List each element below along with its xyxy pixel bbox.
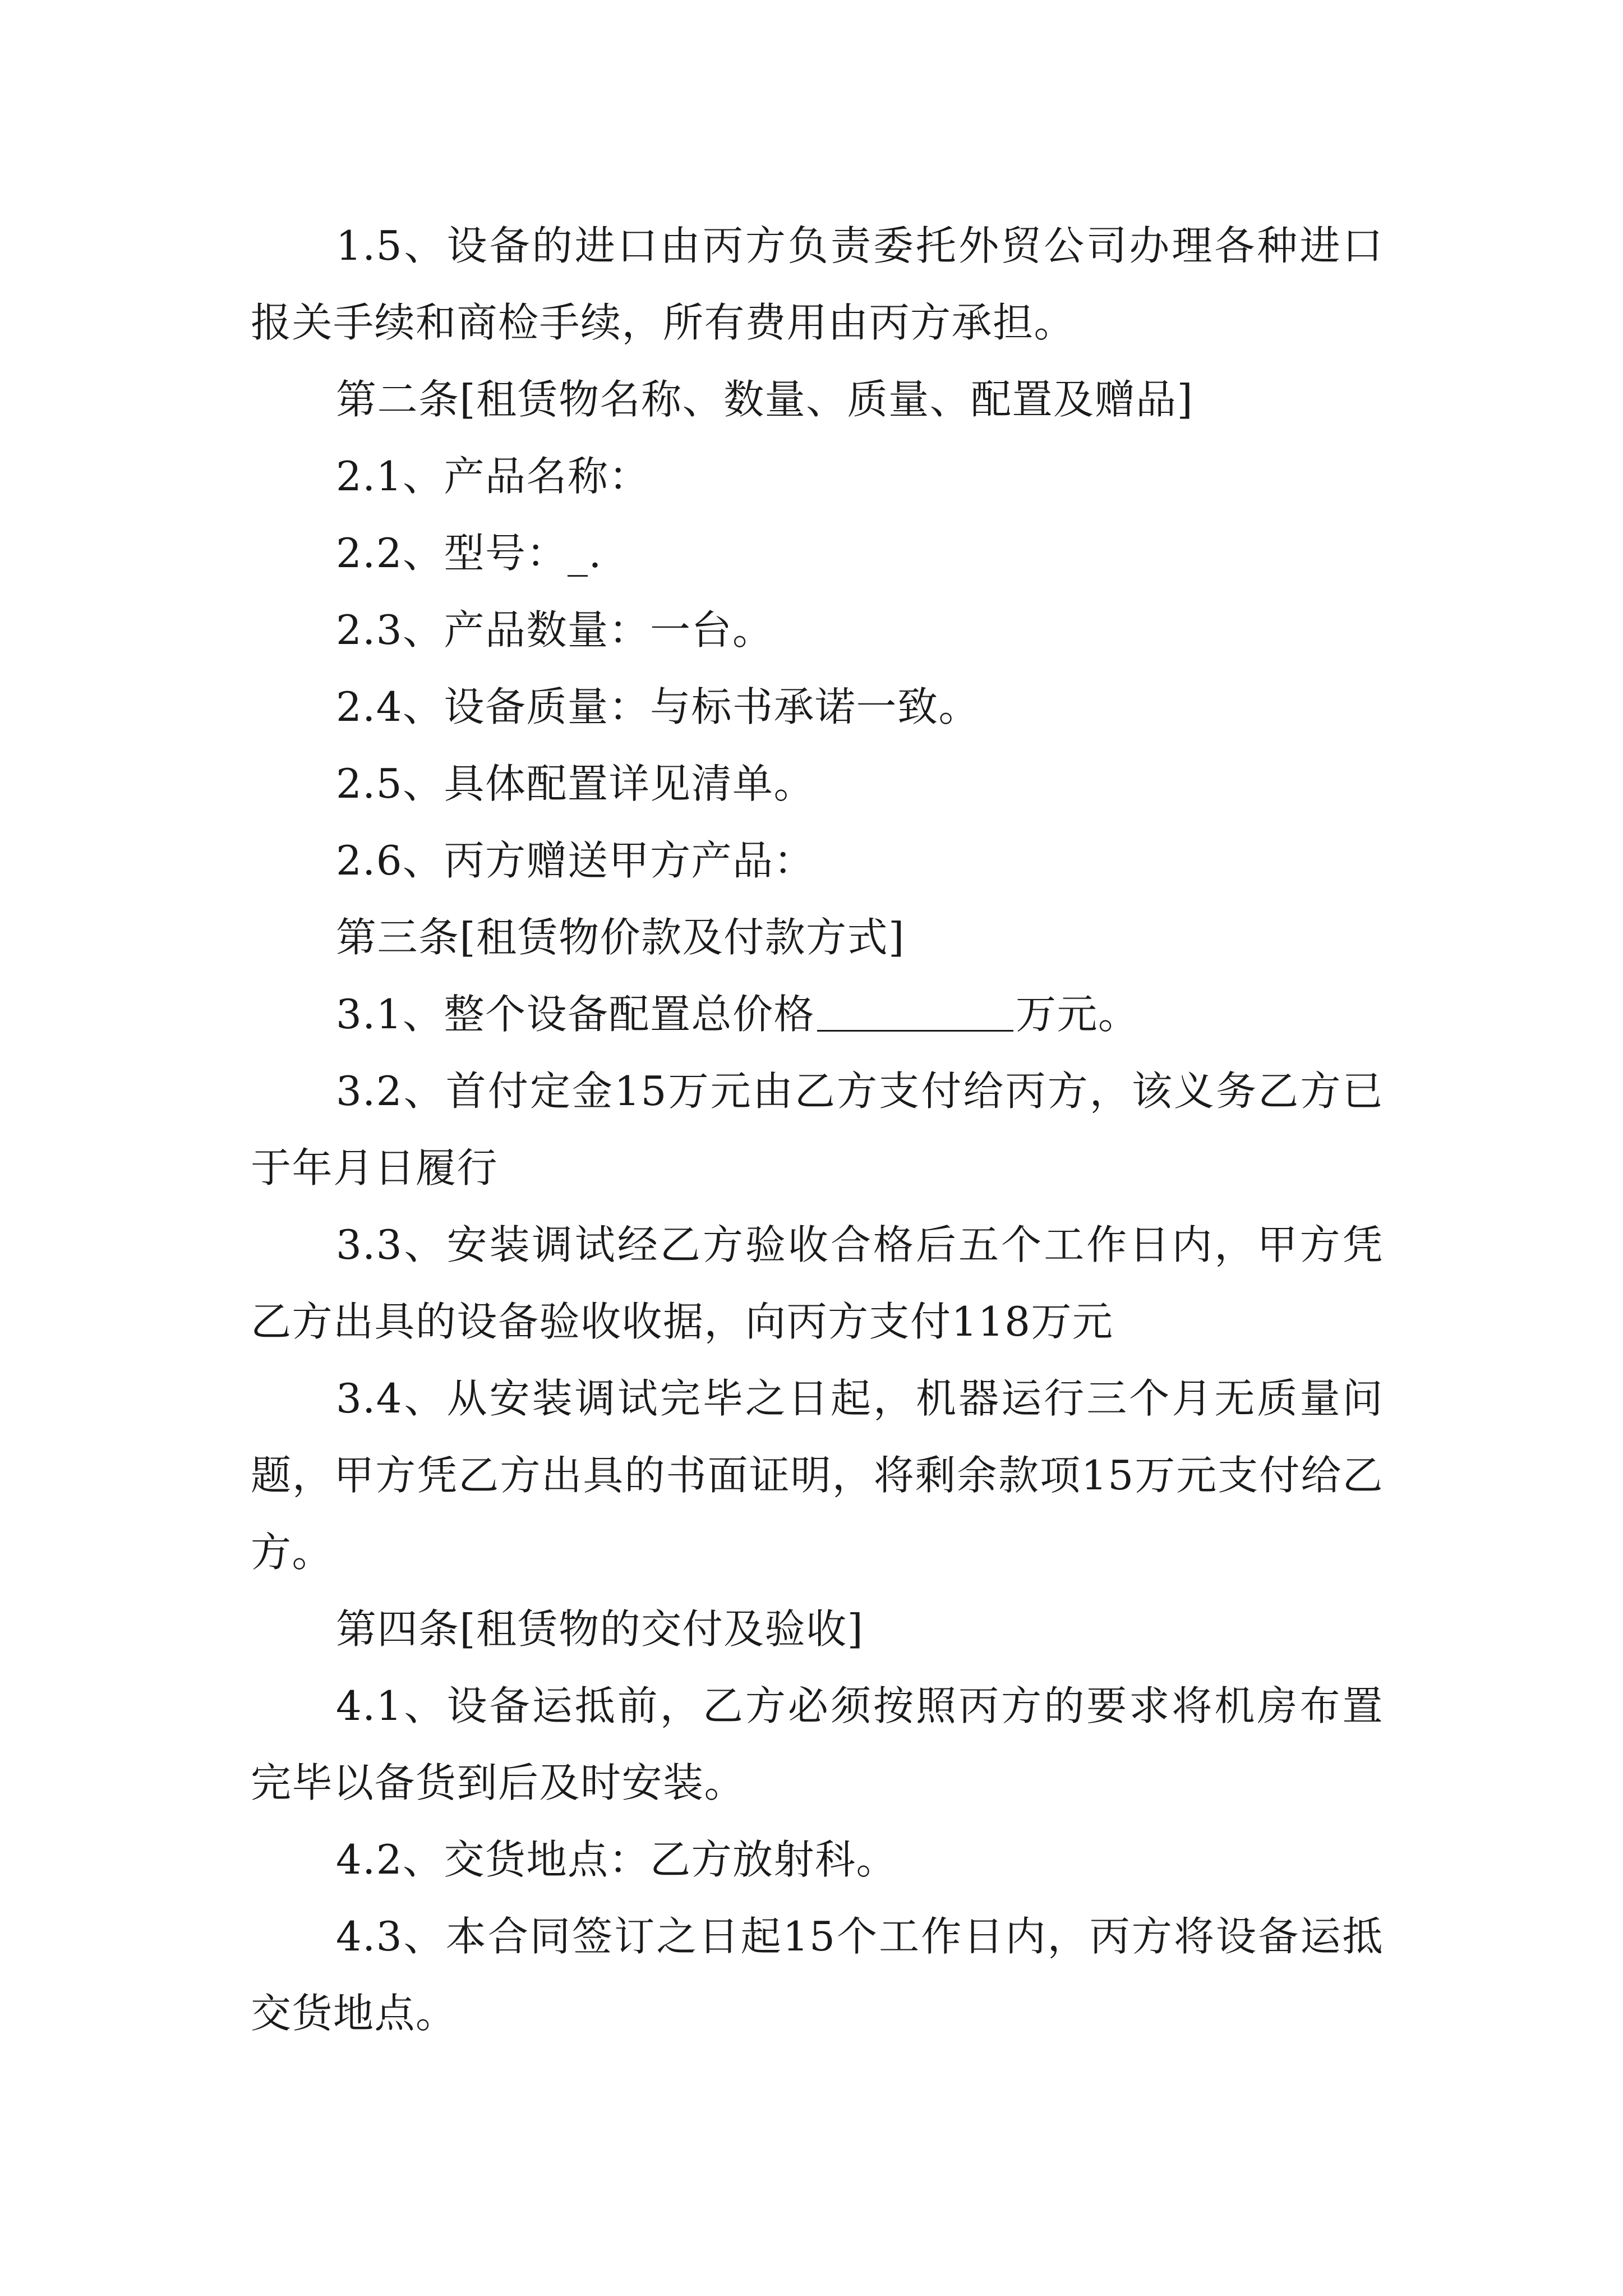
clause-4-1: 4.1、设备运抵前，乙方必须按照丙方的要求将机房布置完毕以备货到后及时安装。 bbox=[251, 1682, 1384, 1806]
clause-2-3: 2.3、产品数量：一台。 bbox=[336, 606, 774, 654]
clause-1-5: 1.5、设备的进口由丙方负责委托外贸公司办理各种进口报关手续和商检手续，所有费用由丙方承担。 bbox=[251, 222, 1384, 346]
clause-2-5: 2.5、具体配置详见清单。 bbox=[336, 760, 815, 807]
clause-3-1 bbox=[251, 976, 1384, 1053]
clause-2-2: 2.2、型号：_. bbox=[336, 530, 602, 577]
clause-3-4: 3.4、从安装调试完毕之日起，机器运行三个月无质量问题，甲方凭乙方出具的书面证明，将剩余款项15万元支付给乙方。 bbox=[251, 1375, 1384, 1576]
clause-3-1-label: 3.1、整个设备配置总价格 bbox=[336, 991, 815, 1038]
price-blank bbox=[817, 990, 1013, 1032]
article-2-heading: 第二条[租赁物名称、数量、质量、配置及赠品] bbox=[336, 376, 1194, 423]
clause-2-1: 2.1、产品名称： bbox=[336, 453, 651, 500]
article-4-heading: 第四条[租赁物的交付及验收] bbox=[336, 1605, 864, 1653]
clause-2-4: 2.4、设备质量：与标书承诺一致。 bbox=[336, 683, 980, 730]
clause-2-6: 2.6、丙方赠送甲方产品： bbox=[336, 837, 815, 884]
clause-3-1-unit: 万元。 bbox=[1016, 991, 1140, 1038]
article-3-heading: 第三条[租赁物价款及付款方式] bbox=[336, 914, 905, 961]
clause-3-3: 3.3、安装调试经乙方验收合格后五个工作日内，甲方凭乙方出具的设备验收收据，向丙方支付118万元 bbox=[251, 1221, 1384, 1345]
clause-4-3: 4.3、本合同签订之日起15个工作日内，丙方将设备运抵交货地点。 bbox=[251, 1913, 1384, 2037]
clause-4-2: 4.2、交货地点：乙方放射科。 bbox=[336, 1836, 898, 1883]
document-body bbox=[251, 208, 1384, 2052]
clause-3-2: 3.2、首付定金15万元由乙方支付给丙方，该义务乙方已于年月日履行 bbox=[251, 1068, 1384, 1191]
